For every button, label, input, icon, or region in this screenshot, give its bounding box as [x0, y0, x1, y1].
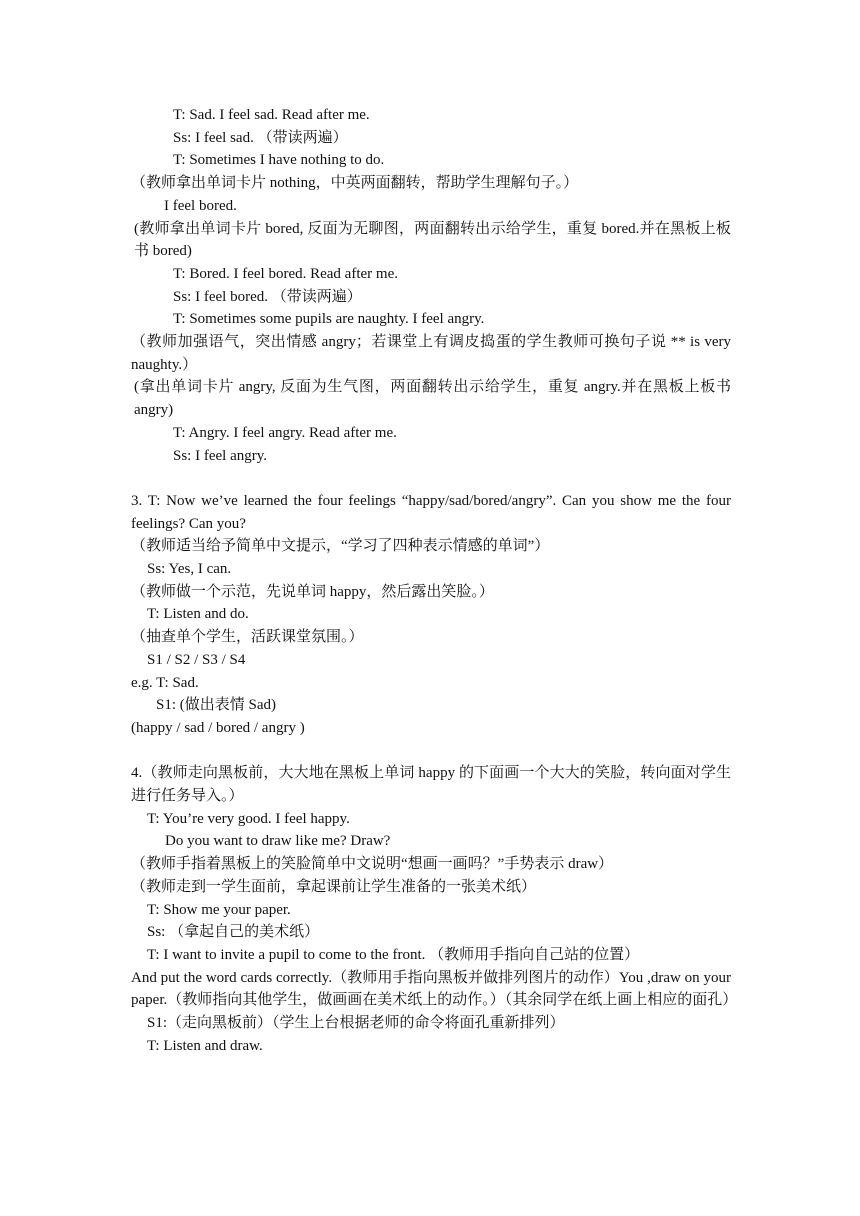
text-line: Ss: （拿起自己的美术纸）: [147, 924, 320, 941]
text-line: （抽查单个学生，活跃课堂氛围。）: [131, 629, 364, 646]
text-line: (happy / sad / bored / angry ): [131, 719, 305, 736]
text-line: （教师做一个示范，先说单词 happy，然后露出笑脸。）: [131, 583, 494, 600]
text-line: T: Sometimes I have nothing to do.: [173, 152, 385, 169]
text-line: And put the word cards correctly.（教师用手指向黑板并做排列图片的动作）You ,draw on your paper.（教师指向其他学生，做画画在美术纸上的动作。）（其余同学在纸上画上相应的面孔）: [131, 969, 738, 1009]
text-line: I feel bored.: [164, 197, 237, 214]
text-line: （教师走到一学生面前，拿起课前让学生准备的一张美术纸）: [131, 878, 537, 895]
text-line: T: Show me your paper.: [147, 901, 291, 918]
text-line: S1:（走向黑板前）（学生上台根据老师的命令将面孔重新排列）: [147, 1015, 565, 1032]
text-line: （教师手指着黑板上的笑脸简单中文说明“想画一画吗？”手势表示 draw）: [131, 856, 614, 873]
blank-line: [131, 740, 731, 763]
text-line: Do you want to draw like me? Draw?: [165, 833, 391, 850]
text-line: Ss: I feel angry.: [173, 447, 267, 464]
text-line: T: Sad. I feel sad. Read after me.: [173, 107, 370, 123]
text-line: （教师适当给予简单中文提示，“学习了四种表示情感的单词”）: [131, 538, 550, 555]
text-line: T: I want to invite a pupil to come to the front. （教师用手指向自己站的位置）: [147, 946, 640, 963]
text-line: (拿出单词卡片 angry, 反面为生气图，两面翻转出示给学生，重复 angry.并在黑板上板书 angry): [134, 379, 731, 419]
text-line: T: You’re very good. I feel happy.: [147, 810, 350, 827]
text-line: Ss: I feel sad. （带读两遍）: [173, 129, 348, 146]
text-line: (教师拿出单词卡片 bored, 反面为无聊图，两面翻转出示给学生，重复 bored.并在黑板上板书 bored): [134, 220, 731, 260]
text-line: T: Listen and do.: [147, 606, 249, 623]
document-page: [131, 104, 738, 1058]
text-line: （教师加强语气，突出情感 angry；若课堂上有调皮捣蛋的学生教师可换句子说 ** is very naughty.）: [131, 334, 731, 373]
text-line: S1: (做出表情 Sad): [156, 697, 277, 714]
text-line: T: Listen and draw.: [147, 1037, 263, 1054]
text-line: 3. T: Now we’ve learned the four feelings “happy/sad/bored/angry”. Can you show me the four feelings? Can you?: [131, 492, 731, 532]
blank-line: [131, 467, 731, 490]
text-line: e.g. T: Sad.: [131, 674, 199, 691]
text-line: 4.（教师走向黑板前，大大地在黑板上单词 happy 的下面画一个大大的笑脸，转向面对学生进行任务导入。）: [131, 765, 731, 805]
text-line: T: Sometimes some pupils are naughty. I feel angry.: [173, 311, 485, 328]
text-line: T: Bored. I feel bored. Read after me.: [173, 265, 398, 282]
text-line: Ss: I feel bored. （带读两遍）: [173, 288, 362, 305]
text-line: Ss: Yes, I can.: [147, 561, 232, 578]
text-line: （教师拿出单词卡片 nothing，中英两面翻转，帮助学生理解句子。）: [131, 175, 579, 192]
text-line: S1 / S2 / S3 / S4: [147, 651, 246, 668]
text-line: T: Angry. I feel angry. Read after me.: [173, 424, 397, 441]
